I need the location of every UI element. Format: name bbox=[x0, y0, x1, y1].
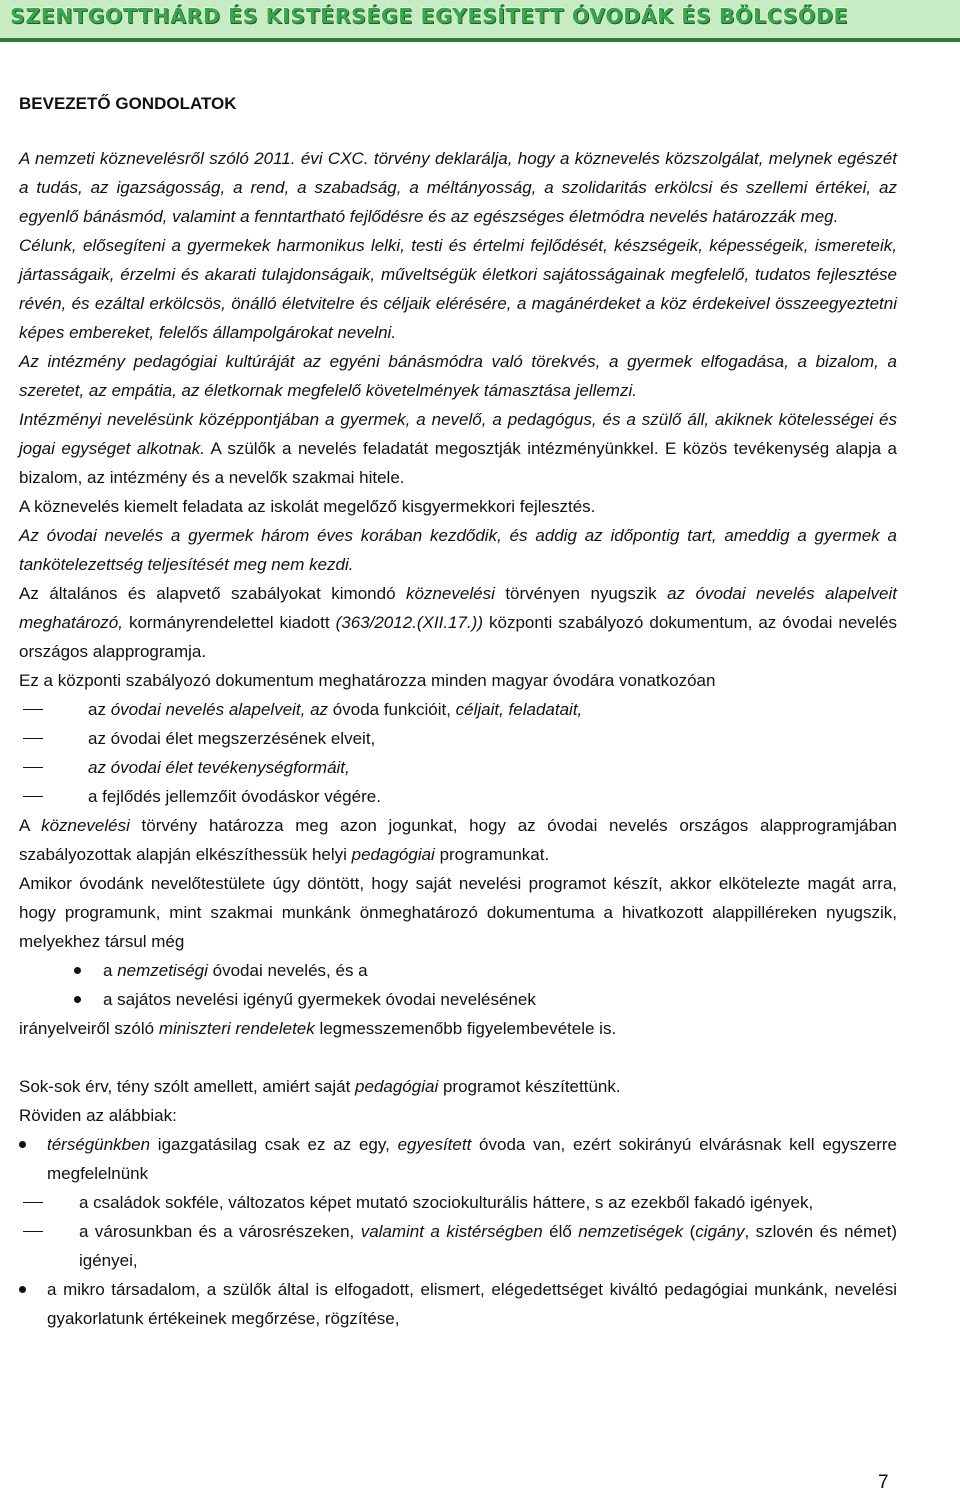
list-item bbox=[19, 1188, 897, 1217]
text: , szlovén és német) igényei, bbox=[79, 1222, 897, 1270]
text: programunkat. bbox=[434, 845, 550, 864]
header-title: SZENTGOTTHÁRD ÉS KISTÉRSÉGE EGYESÍTETT ÓVODÁK ÉS BÖLCSŐDE bbox=[10, 4, 849, 28]
dash-bullet-icon bbox=[23, 709, 43, 710]
text-italic: Intézményi nevelésünk középpontjában a gyermek, a nevelő, a pedagógus, és a szülő áll, akiknek kötelességei és jogai egységet alkotnak. bbox=[19, 410, 897, 458]
text: a bbox=[103, 961, 118, 980]
text: törvény határozza meg azon jogunkat, hogy az óvodai nevelés országos alapprogramjában szabályozottak alapján elkészíthessük helyi bbox=[19, 816, 897, 864]
text: igazgatásilag csak ez az egy, bbox=[150, 1135, 398, 1154]
text-italic: óvodai nevelés alapelveit, az bbox=[110, 700, 329, 719]
bullet-icon bbox=[74, 996, 81, 1003]
dash-bullet-icon bbox=[23, 1231, 43, 1232]
list-item bbox=[19, 782, 897, 811]
text-italic: az óvodai nevelés alapelveit meghatározó, bbox=[19, 584, 897, 632]
list-item bbox=[19, 1275, 897, 1333]
text-italic: térségünkben bbox=[47, 1135, 151, 1154]
text: központi szabályozó dokumentum, az óvodai nevelés országos alapprogramja. bbox=[19, 613, 897, 661]
text: óvoda funkcióit, bbox=[328, 700, 456, 719]
text: óvodai nevelés, és a bbox=[207, 961, 368, 980]
text: Az általános és alapvető szabályokat kimondó bbox=[19, 584, 407, 603]
paragraph-goals: Célunk, elősegíteni a gyermekek harmonikus lelki, testi és értelmi fejlődését, készségeik, képességeik, ismereteik, jártasságaik, érzelmi és akarati tulajdonságaik, műveltségük életkori sajátosságainak megfelelő, tudatos fejlesztése révén, és ezáltal erkölcsös, önálló életvitelre és céljaik elérésére, a magánérdeket a köz érdekeivel összeegyeztetni képes embereket, felelős állampolgárokat nevelni. bbox=[19, 236, 897, 342]
dash-bullet-icon bbox=[23, 738, 43, 739]
document-body bbox=[19, 89, 897, 1333]
bullet-icon bbox=[19, 1286, 26, 1293]
dash-list bbox=[19, 695, 897, 811]
paragraph-reasons bbox=[19, 1072, 897, 1101]
text: a családok sokféle, változatos képet mutató szociokulturális háttere, s az ezekből fakadó igények, bbox=[79, 1193, 814, 1212]
page-number: 7 bbox=[878, 1472, 889, 1493]
paragraph-center bbox=[19, 405, 897, 492]
paragraph-decision: Amikor óvodánk nevelőtestülete úgy döntött, hogy saját nevelési programot készít, akkor elkötelezte magát arra, hogy programunk, mint szakmai munkánk önmeghatározó dokumentuma a hivatkozott alappilléreken nyugszik, melyekhez társul még bbox=[19, 874, 897, 951]
sub-list bbox=[47, 1188, 897, 1275]
text-italic: (363/2012.(XII.17.)) bbox=[335, 613, 484, 632]
list-item bbox=[19, 695, 897, 724]
paragraph-law bbox=[19, 811, 897, 869]
text: a mikro társadalom, a szülők által is elfogadott, elismert, elégedettséget kiváltó pedagógiai munkánk, nevelési gyakorlatunk értékeinek megőrzése, rögzítése, bbox=[47, 1280, 897, 1328]
reasons-list bbox=[19, 1130, 897, 1333]
text-italic: valamint a kistérségben bbox=[360, 1222, 543, 1241]
text: programot készítettünk. bbox=[438, 1077, 621, 1096]
list-item bbox=[19, 1217, 897, 1275]
text-italic: céljait, feladatait, bbox=[455, 700, 583, 719]
text: kormányrendelettel kiadott bbox=[122, 613, 336, 632]
header-divider bbox=[0, 38, 960, 42]
list-item bbox=[19, 753, 897, 782]
list-item bbox=[19, 1130, 897, 1275]
text-italic: köznevelési bbox=[406, 584, 495, 603]
text-italic: cigány bbox=[695, 1222, 745, 1241]
dash-bullet-icon bbox=[23, 1202, 43, 1203]
dash-bullet-icon bbox=[23, 767, 43, 768]
text-italic: nemzetiségek bbox=[578, 1222, 684, 1241]
dash-bullet-icon bbox=[23, 796, 43, 797]
text-italic: köznevelési bbox=[41, 816, 130, 835]
bullet-icon bbox=[19, 1141, 26, 1148]
paragraph-start: Az óvodai nevelés a gyermek három éves korában kezdődik, és addig az időpontig tart, ameddig a gyermek a tankötelezettség teljesítését meg nem kezdi. bbox=[19, 526, 897, 574]
paragraph-intro: A nemzeti köznevelésről szóló 2011. évi CXC. törvény deklarálja, hogy a köznevelés közszolgálat, melynek egészét a tudás, az igazságosság, a rend, a szabadság, a méltányosság, a szolidaritás erkölcsi és szellemi értékei, az egyenlő bánásmód, valamint a fenntartható fejlődésre és az egészséges életmódra nevelés határozzák meg. bbox=[19, 149, 897, 226]
paragraph-task: A köznevelés kiemelt feladata az iskolát megelőző kisgyermekkori fejlesztés. bbox=[19, 497, 596, 516]
list-item bbox=[19, 985, 897, 1014]
text: A bbox=[19, 816, 42, 835]
text-italic: miniszteri rendeletek bbox=[158, 1019, 315, 1038]
paragraph-briefly: Röviden az alábbiak: bbox=[19, 1106, 177, 1125]
text: ( bbox=[683, 1222, 696, 1241]
text: törvényen nyugszik bbox=[494, 584, 668, 603]
text-italic: egyesített bbox=[397, 1135, 472, 1154]
list-item bbox=[19, 956, 897, 985]
text: A szülők a nevelés feladatát megosztják intézményünkkel. E közös tevékenység alapja a bizalom, az intézmény és a nevelők szakmai hitele. bbox=[19, 439, 897, 487]
text: élő bbox=[542, 1222, 579, 1241]
text: legmesszemenőbb figyelembevétele is. bbox=[314, 1019, 617, 1038]
text: a fejlődés jellemzőit óvodáskor végére. bbox=[88, 787, 381, 806]
section-heading: BEVEZETŐ GONDOLATOK bbox=[19, 94, 237, 113]
bullet-icon bbox=[74, 967, 81, 974]
text: óvoda van, ezért sokirányú elvárásnak kell egyszerre megfelelnünk bbox=[47, 1135, 897, 1183]
text-italic: pedagógiai bbox=[355, 1077, 439, 1096]
text: Sok-sok érv, tény szólt amellett, amiért saját bbox=[19, 1077, 356, 1096]
text: a városunkban és a városrészeken, bbox=[79, 1222, 361, 1241]
dot-list bbox=[19, 956, 897, 1014]
list-item bbox=[19, 724, 897, 753]
text-italic: nemzetiségi bbox=[117, 961, 208, 980]
text: irányelveiről szóló bbox=[19, 1019, 159, 1038]
paragraph-guidelines bbox=[19, 1014, 897, 1043]
text-italic: pedagógiai bbox=[351, 845, 435, 864]
text-italic: az óvodai élet tevékenységformáit, bbox=[88, 758, 350, 777]
paragraph-culture: Az intézmény pedagógiai kultúráját az egyéni bánásmódra való törekvés, a gyermek elfogadása, a bizalom, a szeretet, az empátia, az életkornak megfelelő követelmények támasztása jellemzi. bbox=[19, 352, 897, 400]
text: az óvodai élet megszerzésének elveit, bbox=[88, 729, 376, 748]
text: a sajátos nevelési igényű gyermekek óvodai nevelésének bbox=[103, 990, 536, 1009]
paragraph-rules bbox=[19, 579, 897, 666]
paragraph-central-doc: Ez a központi szabályozó dokumentum meghatározza minden magyar óvodára vonatkozóan bbox=[19, 671, 716, 690]
spacer bbox=[19, 1043, 897, 1072]
text: az bbox=[88, 700, 111, 719]
